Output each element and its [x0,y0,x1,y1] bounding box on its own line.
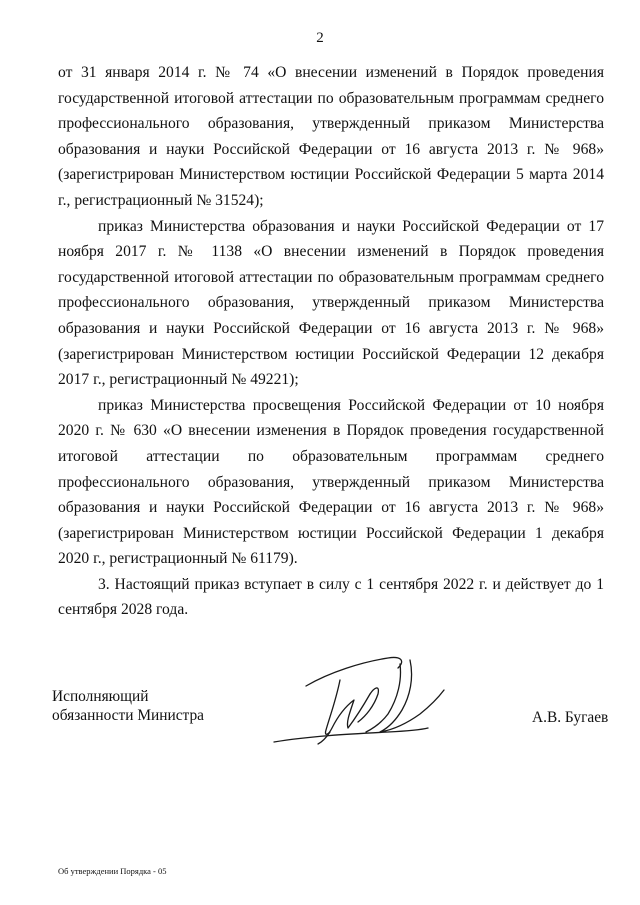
signatory-title [52,687,204,725]
document-body [58,60,604,623]
paragraph-order-630: приказ Министерства просвещения Российской Федерации от 10 ноября 2020 г. № 630 «О внесении изменения в Порядок проведения государственной итоговой аттестации по образовательным программам среднего профессионального образования, утвержденный приказом Министерства образования и науки Российской Федерации от 16 августа 2013 г. № 968» (зарегистрирован Министерством юстиции Российской Федерации 1 декабря 2020 г., регистрационный № 61179). [58,396,604,568]
page-number: 2 [316,30,324,46]
paragraph-order-1138: приказ Министерства образования и науки Российской Федерации от 17 ноября 2017 г. № 1138 «О внесении изменений в Порядок проведения государственной итоговой аттестации по образовательным программам среднего профессионального образования, утвержденный приказом Министерства образования и науки Российской Федерации от 16 августа 2013 г. № 968» (зарегистрирован Министерством юстиции Российской Федерации 12 декабря 2017 г., регистрационный № 49221); [58,217,604,389]
footer-document-label: Об утверждении Порядка - 05 [58,866,167,876]
signatory-title-line-2: обязанности Министра [52,707,204,724]
paragraph-effective-date: 3. Настоящий приказ вступает в силу с 1 сентября 2022 г. и действует до 1 сентября 2028 года. [58,575,604,619]
signatory-title-line-1: Исполняющий [52,688,149,705]
handwritten-signature [270,640,460,750]
paragraph-order-74: от 31 января 2014 г. № 74 «О внесении изменений в Порядок проведения государственной итоговой аттестации по образовательным программам среднего профессионального образования, утвержденный приказом Министерства образования и науки Российской Федерации от 16 августа 2013 г. № 968» (зарегистрирован Министерством юстиции Российской Федерации 5 марта 2014 г., регистрационный № 31524); [58,64,604,209]
signatory-name: А.В. Бугаев [532,709,609,726]
